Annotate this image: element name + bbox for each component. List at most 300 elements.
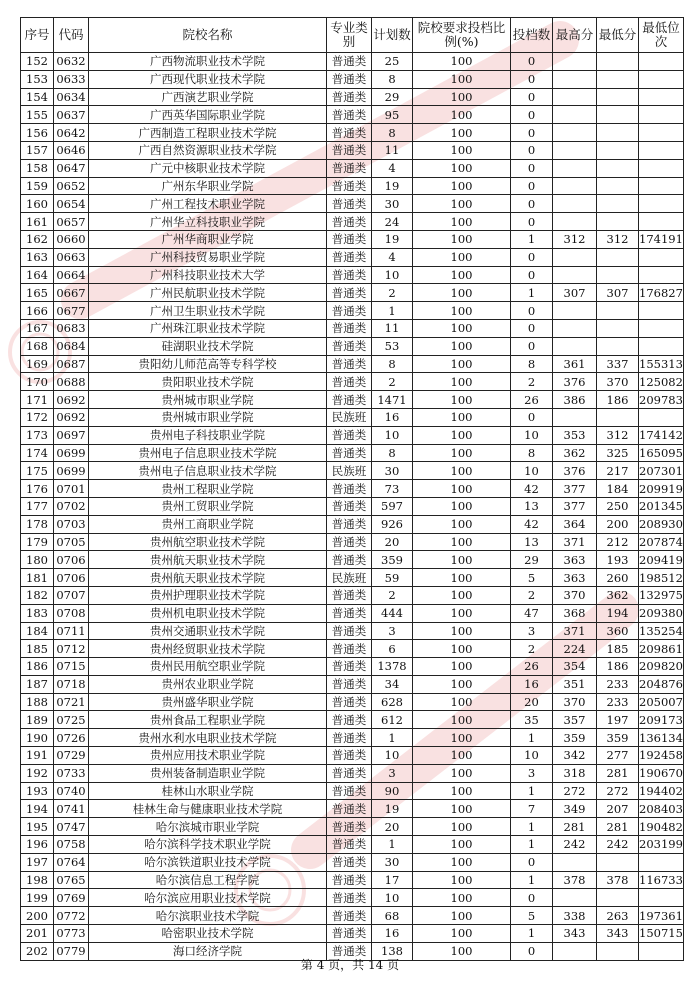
cell-seq: 162 xyxy=(21,230,54,248)
cell-ratio: 100 xyxy=(413,675,511,693)
cell-ratio: 100 xyxy=(413,551,511,569)
table-row xyxy=(21,586,684,604)
cell-ratio: 100 xyxy=(413,640,511,658)
cell-name: 广州民航职业技术学院 xyxy=(89,284,327,302)
cell-min-rank: 209419 xyxy=(639,552,683,567)
cell-ratio: 100 xyxy=(413,426,511,444)
cell-category: 普通类 xyxy=(327,551,372,569)
cell-min-score: 186 xyxy=(597,391,639,409)
cell-code: 0701 xyxy=(54,480,89,498)
cell-plan: 612 xyxy=(372,711,413,729)
cell-max-score: 318 xyxy=(553,764,597,782)
cell-min-rank: 207874 xyxy=(639,534,683,549)
cell-plan: 20 xyxy=(372,533,413,551)
cell-min-rank: 209173 xyxy=(639,712,683,727)
cell-min-rank: 208930 xyxy=(639,517,683,532)
cell-seq: 171 xyxy=(21,391,54,409)
cell-category: 民族班 xyxy=(327,408,372,426)
cell-admitted: 8 xyxy=(511,444,553,462)
cell-code: 0706 xyxy=(54,551,89,569)
cell-ratio: 100 xyxy=(413,658,511,676)
table-row xyxy=(21,302,684,320)
cell-ratio: 100 xyxy=(413,925,511,943)
cell-admitted: 0 xyxy=(511,177,553,195)
cell-admitted: 3 xyxy=(511,622,553,640)
header-max-score: 最高分 xyxy=(553,18,597,53)
cell-max-score: 272 xyxy=(553,782,597,800)
cell-name: 贵州食品工程职业学院 xyxy=(89,711,327,729)
cell-max-score: 361 xyxy=(553,355,597,373)
cell-name: 广西现代职业技术学院 xyxy=(89,70,327,88)
cell-name: 广州工程技术职业学院 xyxy=(89,195,327,213)
cell-admitted: 3 xyxy=(511,764,553,782)
cell-ratio: 100 xyxy=(413,907,511,925)
cell-admitted: 1 xyxy=(511,782,553,800)
cell-seq: 196 xyxy=(21,836,54,854)
cell-category: 普通类 xyxy=(327,70,372,88)
cell-admitted: 0 xyxy=(511,248,553,266)
cell-ratio: 100 xyxy=(413,497,511,515)
cell-min-rank: 194402 xyxy=(639,784,683,799)
cell-min-rank: 201345 xyxy=(639,499,683,514)
cell-plan: 10 xyxy=(372,426,413,444)
cell-min-score xyxy=(597,195,639,213)
cell-category: 普通类 xyxy=(327,53,372,71)
cell-min-score: 378 xyxy=(597,871,639,889)
table-row xyxy=(21,658,684,676)
cell-code: 0764 xyxy=(54,853,89,871)
cell-min-score: 193 xyxy=(597,551,639,569)
cell-name: 贵州装备制造职业学院 xyxy=(89,764,327,782)
cell-code: 0660 xyxy=(54,230,89,248)
cell-max-score: 312 xyxy=(553,230,597,248)
cell-seq: 182 xyxy=(21,586,54,604)
cell-seq: 168 xyxy=(21,337,54,355)
cell-max-score xyxy=(553,889,597,907)
cell-min-rank: 205007 xyxy=(639,695,683,710)
cell-min-score: 312 xyxy=(597,230,639,248)
cell-min-rank: 135254 xyxy=(639,623,683,638)
table-row xyxy=(21,640,684,658)
cell-max-score: 364 xyxy=(553,515,597,533)
cell-max-score: 363 xyxy=(553,569,597,587)
cell-max-score xyxy=(553,319,597,337)
cell-plan: 3 xyxy=(372,764,413,782)
cell-seq: 198 xyxy=(21,871,54,889)
cell-min-score: 312 xyxy=(597,426,639,444)
cell-ratio: 100 xyxy=(413,782,511,800)
cell-ratio: 100 xyxy=(413,444,511,462)
cell-seq: 179 xyxy=(21,533,54,551)
cell-code: 0699 xyxy=(54,462,89,480)
cell-ratio: 100 xyxy=(413,533,511,551)
cell-min-rank: 208403 xyxy=(639,801,683,816)
cell-min-score: 360 xyxy=(597,622,639,640)
table-row xyxy=(21,70,684,88)
cell-min-score: 263 xyxy=(597,907,639,925)
cell-max-score xyxy=(553,337,597,355)
cell-plan: 10 xyxy=(372,266,413,284)
cell-min-rank: 155313 xyxy=(639,356,683,371)
cell-admitted: 0 xyxy=(511,159,553,177)
cell-max-score xyxy=(553,70,597,88)
cell-admitted: 42 xyxy=(511,480,553,498)
cell-code: 0779 xyxy=(54,942,89,960)
cell-category: 普通类 xyxy=(327,319,372,337)
cell-name: 广州科技职业技术大学 xyxy=(89,266,327,284)
cell-ratio: 100 xyxy=(413,266,511,284)
cell-admitted: 7 xyxy=(511,800,553,818)
cell-ratio: 100 xyxy=(413,195,511,213)
cell-ratio: 100 xyxy=(413,871,511,889)
cell-seq: 183 xyxy=(21,604,54,622)
cell-admitted: 13 xyxy=(511,533,553,551)
cell-min-score: 217 xyxy=(597,462,639,480)
cell-min-rank xyxy=(639,159,684,177)
table-row xyxy=(21,159,684,177)
cell-name: 广州东华职业学院 xyxy=(89,177,327,195)
cell-min-score: 362 xyxy=(597,586,639,604)
page-footer: 第 4 页，共 14 页 xyxy=(300,958,400,972)
cell-name: 贵州工程职业学院 xyxy=(89,480,327,498)
cell-seq: 185 xyxy=(21,640,54,658)
cell-min-score: 207 xyxy=(597,800,639,818)
cell-code: 0702 xyxy=(54,497,89,515)
cell-admitted: 1 xyxy=(511,836,553,854)
cell-admitted: 0 xyxy=(511,408,553,426)
cell-seq: 174 xyxy=(21,444,54,462)
cell-ratio: 100 xyxy=(413,284,511,302)
cell-category: 普通类 xyxy=(327,497,372,515)
table-row xyxy=(21,266,684,284)
cell-seq: 164 xyxy=(21,266,54,284)
cell-ratio: 100 xyxy=(413,480,511,498)
cell-ratio: 100 xyxy=(413,248,511,266)
cell-name: 哈尔滨应用职业技术学院 xyxy=(89,889,327,907)
cell-min-score: 194 xyxy=(597,604,639,622)
cell-name: 广州科技贸易职业学院 xyxy=(89,248,327,266)
cell-min-score: 281 xyxy=(597,818,639,836)
cell-seq: 193 xyxy=(21,782,54,800)
cell-ratio: 100 xyxy=(413,942,511,960)
cell-min-rank: 174191 xyxy=(639,232,683,247)
cell-name: 桂林生命与健康职业技术学院 xyxy=(89,800,327,818)
cell-category: 普通类 xyxy=(327,764,372,782)
cell-admitted: 26 xyxy=(511,658,553,676)
cell-plan: 597 xyxy=(372,497,413,515)
cell-seq: 173 xyxy=(21,426,54,444)
cell-admitted: 0 xyxy=(511,302,553,320)
cell-seq: 170 xyxy=(21,373,54,391)
table-row xyxy=(21,836,684,854)
cell-ratio: 100 xyxy=(413,818,511,836)
cell-min-score xyxy=(597,302,639,320)
cell-category: 普通类 xyxy=(327,604,372,622)
cell-name: 贵州电子信息职业技术学院 xyxy=(89,444,327,462)
table-row xyxy=(21,907,684,925)
cell-plan: 4 xyxy=(372,248,413,266)
cell-seq: 197 xyxy=(21,853,54,871)
cell-plan: 53 xyxy=(372,337,413,355)
cell-min-rank xyxy=(639,319,684,337)
cell-code: 0699 xyxy=(54,444,89,462)
cell-min-score xyxy=(597,853,639,871)
cell-max-score xyxy=(553,408,597,426)
cell-min-rank: 203199 xyxy=(639,837,683,852)
table-row xyxy=(21,230,684,248)
cell-ratio: 100 xyxy=(413,729,511,747)
cell-category: 普通类 xyxy=(327,444,372,462)
cell-category: 普通类 xyxy=(327,675,372,693)
cell-seq: 156 xyxy=(21,124,54,142)
table-row xyxy=(21,889,684,907)
cell-admitted: 10 xyxy=(511,426,553,444)
cell-code: 0711 xyxy=(54,622,89,640)
cell-ratio: 100 xyxy=(413,711,511,729)
cell-seq: 163 xyxy=(21,248,54,266)
cell-seq: 191 xyxy=(21,747,54,765)
cell-name: 广元中核职业技术学院 xyxy=(89,159,327,177)
cell-admitted: 35 xyxy=(511,711,553,729)
cell-code: 0772 xyxy=(54,907,89,925)
cell-category: 民族班 xyxy=(327,569,372,587)
cell-min-score: 260 xyxy=(597,569,639,587)
cell-seq: 155 xyxy=(21,106,54,124)
cell-min-rank: 209861 xyxy=(639,641,683,656)
cell-max-score: 351 xyxy=(553,675,597,693)
cell-ratio: 100 xyxy=(413,53,511,71)
cell-code: 0663 xyxy=(54,248,89,266)
table-row xyxy=(21,729,684,747)
cell-plan: 16 xyxy=(372,925,413,943)
cell-min-score: 184 xyxy=(597,480,639,498)
header-category: 专业类别 xyxy=(327,18,372,53)
cell-name: 广西物流职业技术学院 xyxy=(89,53,327,71)
cell-seq: 189 xyxy=(21,711,54,729)
cell-plan: 29 xyxy=(372,88,413,106)
cell-category: 普通类 xyxy=(327,88,372,106)
cell-seq: 200 xyxy=(21,907,54,925)
cell-ratio: 100 xyxy=(413,693,511,711)
cell-name: 广西英华国际职业学院 xyxy=(89,106,327,124)
cell-min-rank xyxy=(639,408,684,426)
cell-min-score: 200 xyxy=(597,515,639,533)
cell-min-score: 250 xyxy=(597,497,639,515)
cell-ratio: 100 xyxy=(413,800,511,818)
cell-min-score: 359 xyxy=(597,729,639,747)
cell-category: 普通类 xyxy=(327,213,372,231)
cell-plan: 359 xyxy=(372,551,413,569)
cell-min-rank: 125082 xyxy=(639,374,683,389)
cell-name: 贵州城市职业学院 xyxy=(89,391,327,409)
cell-code: 0712 xyxy=(54,640,89,658)
cell-admitted: 1 xyxy=(511,729,553,747)
cell-plan: 1471 xyxy=(372,391,413,409)
cell-plan: 2 xyxy=(372,586,413,604)
cell-min-score xyxy=(597,408,639,426)
cell-admitted: 0 xyxy=(511,942,553,960)
cell-category: 普通类 xyxy=(327,106,372,124)
table-row xyxy=(21,480,684,498)
cell-category: 普通类 xyxy=(327,925,372,943)
cell-ratio: 100 xyxy=(413,230,511,248)
cell-plan: 30 xyxy=(372,853,413,871)
cell-name: 贵州农业职业学院 xyxy=(89,675,327,693)
table-row xyxy=(21,106,684,124)
cell-category: 普通类 xyxy=(327,480,372,498)
cell-category: 普通类 xyxy=(327,177,372,195)
cell-admitted: 0 xyxy=(511,889,553,907)
cell-plan: 2 xyxy=(372,373,413,391)
cell-max-score: 377 xyxy=(553,480,597,498)
table-body xyxy=(21,53,684,961)
table-row xyxy=(21,711,684,729)
cell-name: 广州华商职业学院 xyxy=(89,230,327,248)
cell-code: 0688 xyxy=(54,373,89,391)
cell-min-rank xyxy=(639,302,684,320)
cell-ratio: 100 xyxy=(413,622,511,640)
cell-min-rank: 150715 xyxy=(639,926,683,941)
cell-max-score: 307 xyxy=(553,284,597,302)
cell-max-score: 359 xyxy=(553,729,597,747)
header-seq: 序号 xyxy=(21,18,54,53)
cell-min-score xyxy=(597,88,639,106)
cell-code: 0706 xyxy=(54,569,89,587)
cell-admitted: 13 xyxy=(511,497,553,515)
cell-min-rank: 192458 xyxy=(639,748,683,763)
cell-ratio: 100 xyxy=(413,88,511,106)
cell-admitted: 1 xyxy=(511,925,553,943)
cell-admitted: 2 xyxy=(511,586,553,604)
table-row xyxy=(21,319,684,337)
cell-min-rank: 207301 xyxy=(639,463,683,478)
table-row xyxy=(21,213,684,231)
table-row xyxy=(21,426,684,444)
cell-min-score: 185 xyxy=(597,640,639,658)
cell-ratio: 100 xyxy=(413,747,511,765)
cell-ratio: 100 xyxy=(413,70,511,88)
cell-code: 0692 xyxy=(54,391,89,409)
cell-admitted: 20 xyxy=(511,693,553,711)
cell-max-score xyxy=(553,159,597,177)
cell-category: 普通类 xyxy=(327,693,372,711)
cell-min-score xyxy=(597,106,639,124)
cell-plan: 1 xyxy=(372,729,413,747)
cell-min-score: 242 xyxy=(597,836,639,854)
cell-min-score: 233 xyxy=(597,675,639,693)
cell-category: 普通类 xyxy=(327,586,372,604)
cell-name: 广州卫生职业技术学院 xyxy=(89,302,327,320)
cell-seq: 160 xyxy=(21,195,54,213)
cell-code: 0721 xyxy=(54,693,89,711)
cell-plan: 3 xyxy=(372,622,413,640)
header-name: 院校名称 xyxy=(89,18,327,53)
cell-name: 贵阳幼儿师范高等专科学校 xyxy=(89,355,327,373)
cell-min-score: 281 xyxy=(597,764,639,782)
cell-seq: 166 xyxy=(21,302,54,320)
cell-category: 普通类 xyxy=(327,355,372,373)
cell-min-rank xyxy=(639,88,684,106)
cell-admitted: 10 xyxy=(511,747,553,765)
cell-seq: 165 xyxy=(21,284,54,302)
cell-plan: 1 xyxy=(372,302,413,320)
header-code: 代码 xyxy=(54,18,89,53)
cell-name: 贵州航天职业技术学院 xyxy=(89,569,327,587)
table-row xyxy=(21,53,684,71)
cell-name: 贵州水利水电职业技术学院 xyxy=(89,729,327,747)
cell-min-score: 272 xyxy=(597,782,639,800)
cell-min-score xyxy=(597,319,639,337)
cell-plan: 73 xyxy=(372,480,413,498)
cell-plan: 628 xyxy=(372,693,413,711)
cell-admitted: 42 xyxy=(511,515,553,533)
table-row xyxy=(21,675,684,693)
cell-plan: 16 xyxy=(372,408,413,426)
table-row xyxy=(21,871,684,889)
header-plan: 计划数 xyxy=(372,18,413,53)
cell-name: 海口经济学院 xyxy=(89,942,327,960)
table-row xyxy=(21,444,684,462)
cell-seq: 152 xyxy=(21,53,54,71)
cell-plan: 19 xyxy=(372,177,413,195)
cell-min-rank: 176827 xyxy=(639,285,683,300)
cell-code: 0683 xyxy=(54,319,89,337)
cell-category: 普通类 xyxy=(327,782,372,800)
cell-max-score: 242 xyxy=(553,836,597,854)
cell-category: 普通类 xyxy=(327,159,372,177)
cell-min-rank xyxy=(639,177,684,195)
cell-category: 普通类 xyxy=(327,889,372,907)
cell-admitted: 8 xyxy=(511,355,553,373)
cell-seq: 192 xyxy=(21,764,54,782)
table-row xyxy=(21,141,684,159)
cell-max-score: 349 xyxy=(553,800,597,818)
cell-seq: 175 xyxy=(21,462,54,480)
cell-seq: 180 xyxy=(21,551,54,569)
cell-name: 哈尔滨信息工程学院 xyxy=(89,871,327,889)
cell-max-score: 342 xyxy=(553,747,597,765)
cell-min-score xyxy=(597,70,639,88)
cell-min-rank: 132975 xyxy=(639,588,683,603)
cell-min-rank xyxy=(639,195,684,213)
table-row xyxy=(21,373,684,391)
admission-table xyxy=(20,17,684,961)
cell-ratio: 100 xyxy=(413,586,511,604)
cell-admitted: 47 xyxy=(511,604,553,622)
cell-ratio: 100 xyxy=(413,213,511,231)
cell-min-rank xyxy=(639,853,684,871)
cell-admitted: 0 xyxy=(511,319,553,337)
cell-admitted: 1 xyxy=(511,871,553,889)
cell-name: 贵州民用航空职业学院 xyxy=(89,658,327,676)
table-row xyxy=(21,747,684,765)
cell-seq: 199 xyxy=(21,889,54,907)
cell-category: 民族班 xyxy=(327,462,372,480)
table-row xyxy=(21,569,684,587)
cell-name: 贵州航天职业技术学院 xyxy=(89,551,327,569)
cell-category: 普通类 xyxy=(327,230,372,248)
cell-category: 普通类 xyxy=(327,711,372,729)
cell-code: 0637 xyxy=(54,106,89,124)
cell-plan: 8 xyxy=(372,355,413,373)
cell-min-score xyxy=(597,889,639,907)
cell-plan: 6 xyxy=(372,640,413,658)
cell-seq: 181 xyxy=(21,569,54,587)
cell-code: 0657 xyxy=(54,213,89,231)
cell-category: 普通类 xyxy=(327,818,372,836)
cell-max-score: 371 xyxy=(553,533,597,551)
table-row xyxy=(21,693,684,711)
